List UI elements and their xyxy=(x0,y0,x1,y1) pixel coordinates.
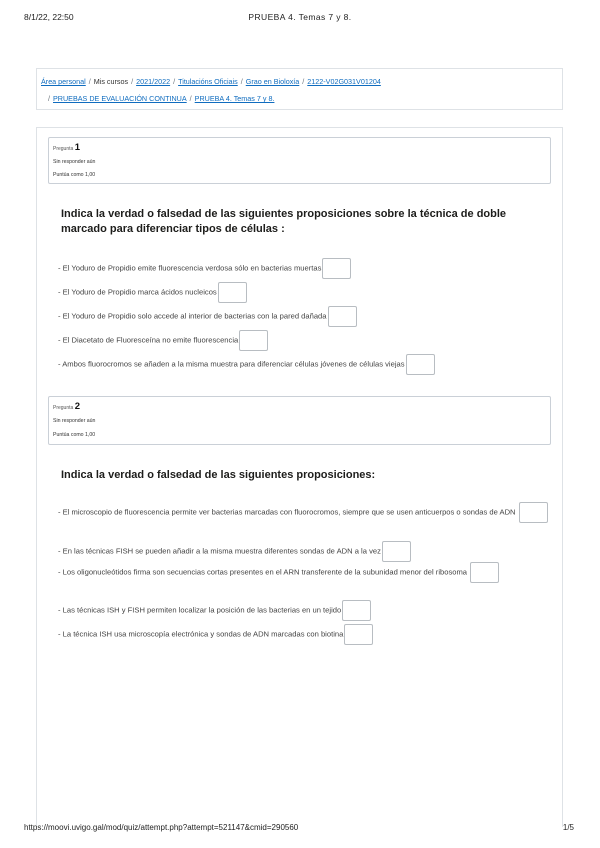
statement-row xyxy=(58,354,435,375)
question-label: Pregunta xyxy=(53,405,74,411)
answer-input[interactable] xyxy=(382,541,411,562)
answer-input[interactable] xyxy=(218,282,247,303)
breadcrumb-titulaciones[interactable]: Titulacións Oficiais xyxy=(178,77,238,86)
question-info xyxy=(48,137,551,184)
answer-input[interactable] xyxy=(406,354,435,375)
print-page-number: 1/5 xyxy=(562,823,574,832)
breadcrumb-year[interactable]: 2021/2022 xyxy=(136,77,171,86)
question-number-value: 2 xyxy=(74,401,80,412)
statement-text: - El Yoduro de Propidio solo accede al interior de bacterias con la pared dañada xyxy=(58,311,327,321)
breadcrumb-separator: / xyxy=(131,77,134,86)
statement-text: - El microscopio de fluorescencia permite ver bacterias marcadas con fluorocromos, siempre que se usen anticuerpos o sondas de ADN xyxy=(58,507,516,517)
statement-row xyxy=(58,258,351,279)
breadcrumb-quiz[interactable]: PRUEBA 4. Temas 7 y 8. xyxy=(194,94,275,103)
statement-text: - Los oligonucleótidos firma son secuencias cortas presentes en el ARN transferente de la subunidad menor del ribosoma xyxy=(58,567,468,577)
breadcrumb-separator: / xyxy=(173,77,176,86)
statement-row xyxy=(58,624,373,645)
statement-text: - Las técnicas ISH y FISH permiten localizar la posición de las bacterias en un tejido xyxy=(58,605,342,615)
statement-text: - Ambos fluorocromos se añaden a la misma muestra para diferenciar células jóvenes de células viejas xyxy=(58,359,405,369)
question-mark: Puntúa como 1,00 xyxy=(53,432,96,438)
answer-input[interactable] xyxy=(239,330,268,351)
breadcrumb-separator: / xyxy=(302,77,305,86)
answer-input[interactable] xyxy=(328,306,357,327)
answer-input[interactable] xyxy=(519,502,548,523)
question-number-value: 1 xyxy=(74,142,80,153)
answer-input[interactable] xyxy=(322,258,351,279)
breadcrumb-row-2 xyxy=(45,94,274,104)
breadcrumb-separator: / xyxy=(88,77,91,86)
question-state: Sin responder aún xyxy=(53,418,96,424)
breadcrumb-grado[interactable]: Grao en Bioloxía xyxy=(245,77,300,86)
answer-input[interactable] xyxy=(342,600,371,621)
question-mark: Puntúa como 1,00 xyxy=(53,172,96,178)
question-state: Sin responder aún xyxy=(53,159,96,165)
print-title: PRUEBA 4. Temas 7 y 8. xyxy=(248,12,352,22)
question-number xyxy=(53,142,80,153)
breadcrumb-separator: / xyxy=(240,77,243,86)
question-number xyxy=(53,401,80,412)
breadcrumb-row-1 xyxy=(41,77,381,87)
statement-row xyxy=(58,541,411,562)
breadcrumb-section[interactable]: PRUEBAS DE EVALUACIÓN CONTINUA xyxy=(53,94,187,103)
statement-text: - En las técnicas FISH se pueden añadir a la misma muestra diferentes sondas de ADN a la vez xyxy=(58,546,381,556)
statement-row xyxy=(58,502,548,523)
statement-row xyxy=(58,600,371,621)
breadcrumb-mis-cursos: Mis cursos xyxy=(93,77,129,86)
print-date: 8/1/22, 22:50 xyxy=(24,12,74,22)
statement-row xyxy=(58,306,357,327)
statement-row xyxy=(58,330,268,351)
question-label: Pregunta xyxy=(53,146,74,152)
statement-text: - El Yoduro de Propidio marca ácidos nucleicos xyxy=(58,287,217,297)
answer-input[interactable] xyxy=(470,562,499,583)
breadcrumb-course[interactable]: 2122-V02G031V01204 xyxy=(307,77,381,86)
question-info xyxy=(48,396,551,445)
statement-text: - El Diacetato de Fluoresceína no emite fluorescencia xyxy=(58,335,239,345)
question-text: Indica la verdad o falsedad de las siguientes proposiciones: xyxy=(61,469,376,481)
question-text: Indica la verdad o falsedad de las siguientes proposiciones sobre la técnica de doble marcado para diferenciar tipos de células : xyxy=(61,208,507,235)
breadcrumb-separator: / xyxy=(48,94,50,103)
breadcrumb-area-personal[interactable]: Área personal xyxy=(41,77,86,86)
statement-row xyxy=(58,562,548,583)
print-url: https://moovi.uvigo.gal/mod/quiz/attempt.php?attempt=521147&cmid=290560 xyxy=(24,823,299,832)
statement-text: - La técnica ISH usa microscopía electrónica y sondas de ADN marcadas con biotina xyxy=(58,629,344,639)
answer-input[interactable] xyxy=(344,624,373,645)
breadcrumb xyxy=(36,68,563,110)
breadcrumb-separator: / xyxy=(189,94,192,103)
statement-text: - El Yoduro de Propidio emite fluorescencia verdosa sólo en bacterias muertas xyxy=(58,263,322,273)
statement-row xyxy=(58,282,247,303)
